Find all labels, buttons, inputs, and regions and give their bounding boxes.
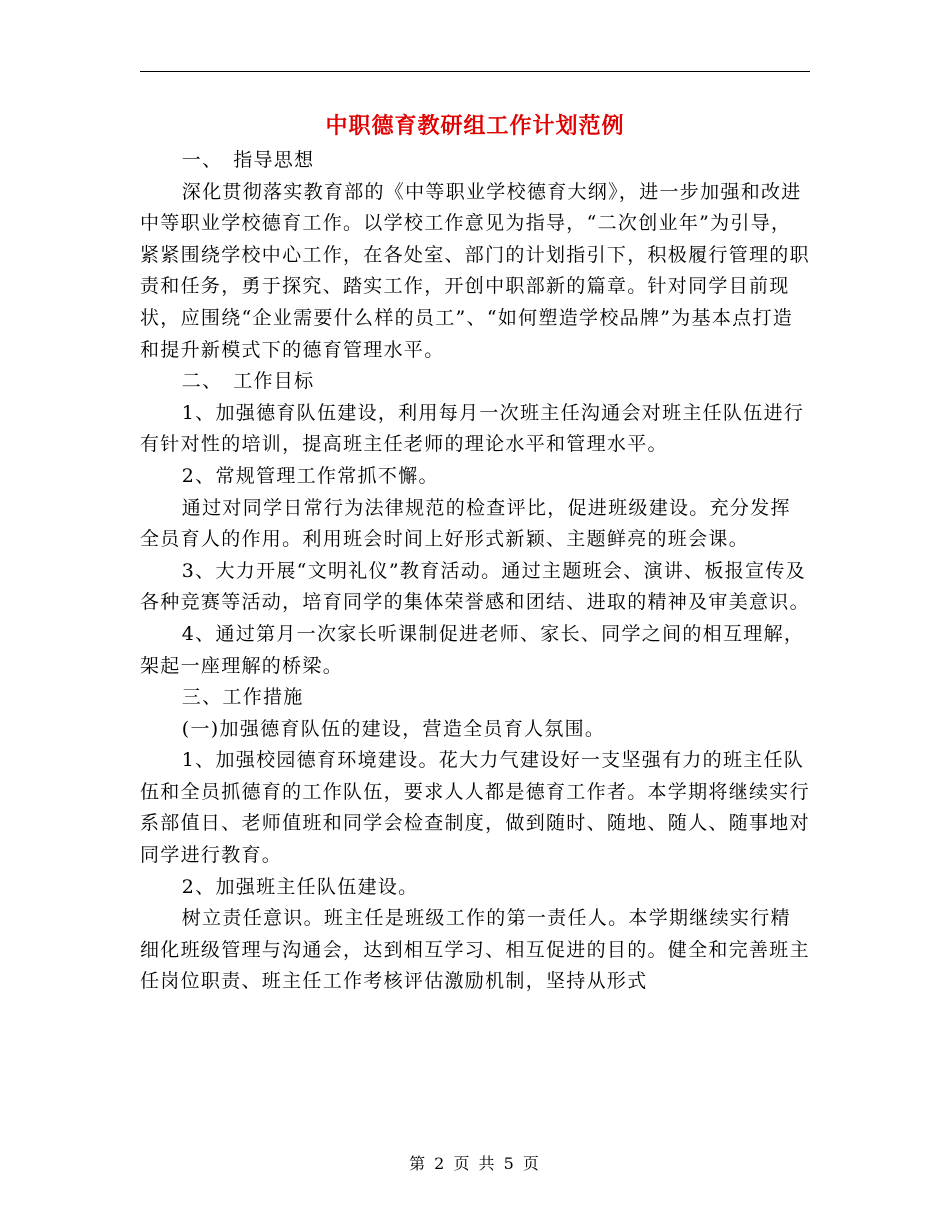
heading-work-goals: 二、 工作目标 (181, 370, 315, 393)
header-rule (140, 71, 810, 72)
paragraph-measure-1-2: 2、加强班主任队伍建设。 (181, 875, 419, 898)
heading-guiding-ideology: 一、 指导思想 (181, 149, 315, 171)
paragraph-goal-1: 1、加强德育队伍建设，利用每月一次班主任沟通会对班主任队伍进行有针对性的培训，提高班主任老师的理论水平和管理水平。 (140, 401, 805, 456)
document-title: 中职德育教研组工作计划范例 (325, 113, 625, 139)
paragraph-goal-3: 3、大力开展“文明礼仪”教育活动。通过主题班会、演讲、板报宣传及各种竞赛等活动，培育同学的集体荣誉感和团结、进取的精神及审美意识。 (140, 559, 810, 614)
paragraph-goal-4: 4、通过第月一次家长听课制促进老师、家长、同学之间的相互理解，架起一座理解的桥梁。 (140, 622, 805, 677)
page-number: 第 2 页 共 5 页 (409, 1154, 541, 1173)
heading-work-measures: 三、工作措施 (181, 686, 304, 709)
paragraph-measure-1-2-detail: 树立责任意识。班主任是班级工作的第一责任人。本学期继续实行精细化班级管理与沟通会，达到相互学习、相互促进的目的。健全和完善班主任岗位职责、班主任工作考核评估激励机制，坚持从形式 (140, 907, 810, 993)
paragraph-measure-1-1: 1、加强校园德育环境建设。花大力气建设好一支坚强有力的班主任队伍和全员抓德育的工作队伍，要求人人都是德育工作者。本学期将继续实行系部值日、老师值班和同学会检查制度，做到随时、随地、随人、随事地对同学进行教育。 (140, 749, 810, 867)
paragraph-goal-2-detail: 通过对同学日常行为法律规范的检查评比，促进班级建设。充分发挥全员育人的作用。利用班会时间上好形式新颖、主题鲜亮的班会课。 (140, 496, 791, 551)
document-body (140, 145, 810, 998)
paragraph-guiding-ideology: 深化贯彻落实教育部的《中等职业学校德育大纲》，进一步加强和改进中等职业学校德育工作。以学校工作意见为指导，“二次创业年”为引导，紧紧围绕学校中心工作，在各处室、部门的计划指引下，积极履行管理的职责和任务，勇于探究、踏实工作，开创中职部新的篇章。针对同学目前现状，应围绕“企业需要什么样的员工”、“如何塑造学校品牌”为基本点打造和提升新模式下的德育管理水平。 (140, 180, 810, 361)
paragraph-goal-2: 2、常规管理工作常抓不懈。 (181, 464, 439, 487)
subheading-measure-1: (一)加强德育队伍的建设，营造全员育人氛围。 (181, 717, 606, 740)
